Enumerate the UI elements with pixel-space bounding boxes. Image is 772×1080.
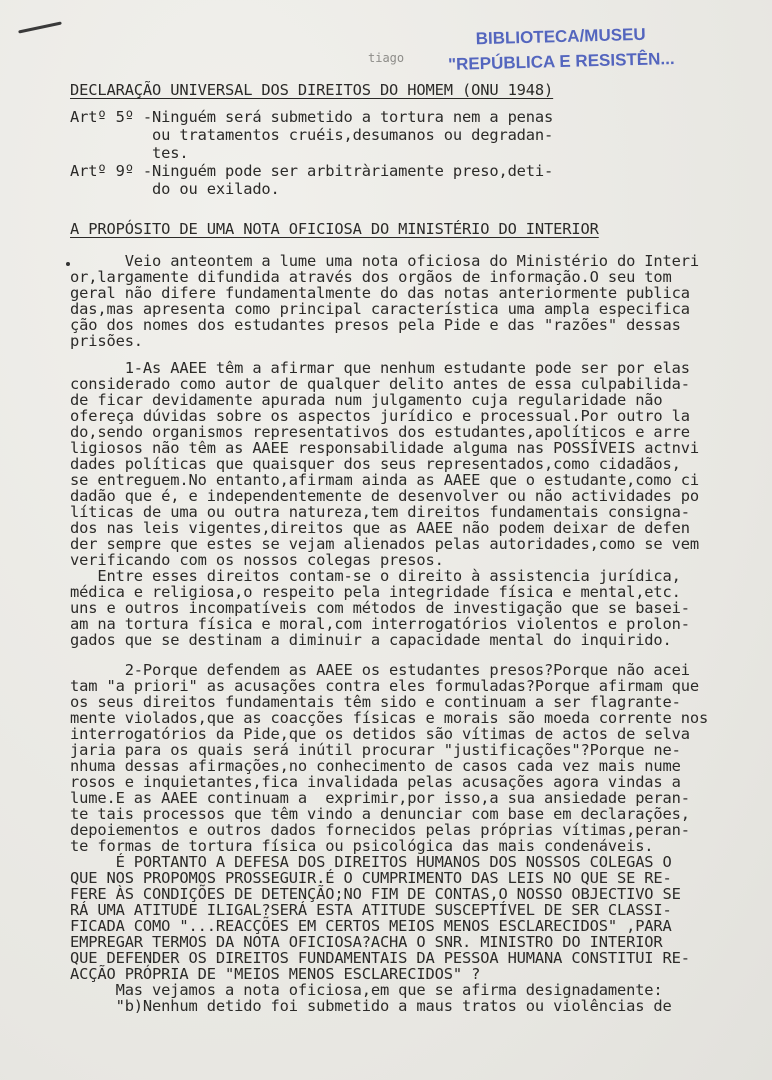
- body-line: QUE DEFENDER OS DIREITOS FUNDAMENTAIS DA PESSOA HUMANA CONSTITUI RE-: [70, 949, 690, 967]
- body-line: gados que se destinam a diminuir a capacidade mental do inquirido.: [70, 631, 672, 649]
- body-line: considerado como autor de qualquer delito antes de essa culpabilida-: [70, 375, 690, 393]
- body-line: der sempre que estes se vejam alienados pelas autoridades,como se vem: [70, 535, 700, 553]
- article-line: tes.: [70, 144, 189, 162]
- body-line: É PORTANTO A DEFESA DOS DIREITOS HUMANOS DOS NOSSOS COLEGAS O: [70, 853, 672, 871]
- body-line: RÁ UMA ATITUDE ILIGAL?SERÁ ESTA ATITUDE SUSCEPTÍVEL DE SER CLASSI-: [70, 901, 672, 919]
- stamp-line-2: "REPÚBLICA E RESISTÊN...: [447, 49, 675, 74]
- body-line: 2-Porque defendem as AAEE os estudantes presos?Porque não acei: [70, 661, 690, 679]
- ghost-text: tiago: [368, 51, 405, 65]
- body-line: mente violados,que as coacções físicas e morais são moeda corrente nos: [70, 709, 709, 727]
- body-line: te tais processos que têm vindo a denunciar com base em declarações,: [70, 805, 690, 823]
- body-line: dadão que é, e independentemente de desenvolver ou não actividades po: [70, 487, 700, 505]
- body-line: QUE NOS PROPOMOS PROSSEGUIR.É O CUMPRIMENTO DAS LEIS NO QUE SE RE-: [70, 869, 672, 887]
- body-line: interrogatórios da Pide,que os detidos são vítimas de actos de selva: [70, 725, 690, 743]
- article-line: Artº 9º -Ninguém pode ser arbitràriamente preso,deti-: [70, 162, 554, 180]
- body-line: "b)Nenhum detido foi submetido a maus tratos ou violências de: [70, 997, 672, 1015]
- body-line: depoiementos e outros dados fornecidos pelas próprias vítimas,peran-: [70, 821, 690, 839]
- stamp-line-1: BIBLIOTECA/MUSEU: [475, 24, 646, 49]
- body-line: ACÇÃO PRÓPRIA DE "MEIOS MENOS ESCLARECIDOS" ?: [70, 965, 481, 983]
- body-line: das,mas apresenta como principal característica uma ampla especifica: [70, 300, 690, 318]
- ink-mark: [18, 21, 62, 33]
- body-line: uns e outros incompatíveis com métodos de investigação que se basei-: [70, 599, 690, 617]
- body-line: de ficar devidamente apurada num julgamento cuja regularidade não: [70, 391, 663, 409]
- section-title: A PROPÓSITO DE UMA NOTA OFICIOSA DO MINISTÉRIO DO INTERIOR: [70, 220, 599, 238]
- body-line: nhuma dessas afirmações,no conhecimento de casos cada vez mais nume: [70, 757, 681, 775]
- body-line: tam "a priori" as acusações contra eles formuladas?Porque afirmam que: [70, 677, 700, 695]
- body-line: prisões.: [70, 332, 143, 350]
- body-line: líticas de uma ou outra natureza,tem direitos fundamentais consigna-: [70, 503, 690, 521]
- body-line: EMPREGAR TERMOS DA NOTA OFICIOSA?ACHA O SNR. MINISTRO DO INTERIOR: [70, 933, 663, 951]
- document-header: DECLARAÇÃO UNIVERSAL DOS DIREITOS DO HOMEM (ONU 1948): [70, 81, 554, 99]
- body-line: do,sendo organismos representativos dos estudantes,apolíticos e arre: [70, 423, 690, 441]
- body-line: os seus direitos fundamentais têm sido e continuam a ser flagrante-: [70, 693, 681, 711]
- body-line: 1-As AAEE têm a afirmar que nenhum estudante pode ser por elas: [70, 359, 690, 377]
- body-line: jaria para os quais será inútil procurar "justificações"?Porque ne-: [70, 741, 681, 759]
- body-line: FERE ÀS CONDIÇÕES DE DETENÇÃO;NO FIM DE CONTAS,O NOSSO OBJECTIVO SE: [70, 885, 681, 903]
- body-line: te formas de tortura física ou psicológica das mais condenáveis.: [70, 837, 654, 855]
- article-line: Artº 5º -Ninguém será submetido a tortura nem a penas: [70, 108, 554, 126]
- article-line: ou tratamentos cruéis,desumanos ou degradan-: [70, 126, 554, 144]
- body-line: FICADA COMO "...REACÇÕES EM CERTOS MEIOS MENOS ESCLARECIDOS" ,PARA: [70, 917, 672, 935]
- body-line: Veio anteontem a lume uma nota oficiosa do Ministério do Interi: [70, 252, 700, 270]
- body-line: dades políticas que quaisquer dos seus representados,como cidadãos,: [70, 455, 681, 473]
- body-line: Mas vejamos a nota oficiosa,em que se afirma designadamente:: [70, 981, 663, 999]
- body-line: Entre esses direitos contam-se o direito à assistencia jurídica,: [70, 567, 681, 585]
- body-line: geral não difere fundamentalmente do das notas anteriormente publica: [70, 284, 690, 302]
- body-line: dos nas leis vigentes,direitos que as AAEE não podem deixar de defen: [70, 519, 690, 537]
- body-line: se entreguem.No entanto,afirmam ainda as AAEE que o estudante,como ci: [70, 471, 700, 489]
- body-line: or,largamente difundida através dos orgãos de informação.O seu tom: [70, 268, 672, 286]
- article-line: do ou exilado.: [70, 180, 280, 198]
- body-line: rosos e inquietantes,fica invalidada pelas acusações agora vindas a: [70, 773, 681, 791]
- body-line: ligiosos não têm as AAEE responsabilidade alguma nas POSSÍVEIS actnvi: [70, 439, 700, 457]
- body-line: am na tortura física e moral,com interrogatórios violentos e prolon-: [70, 615, 690, 633]
- body-line: verificando com os nossos colegas presos.: [70, 551, 444, 569]
- body-line: médica e religiosa,o respeito pela integridade física e mental,etc.: [70, 583, 681, 601]
- body-line: ção dos nomes dos estudantes presos pela Pide e das "razões" dessas: [70, 316, 681, 334]
- library-stamp: [445, 21, 676, 77]
- body-line: ofereça dúvidas sobre os aspectos jurídico e processual.Por outro la: [70, 407, 690, 425]
- body-line: lume.E as AAEE continuam a exprimir,por isso,a sua ansiedade peran-: [70, 789, 690, 807]
